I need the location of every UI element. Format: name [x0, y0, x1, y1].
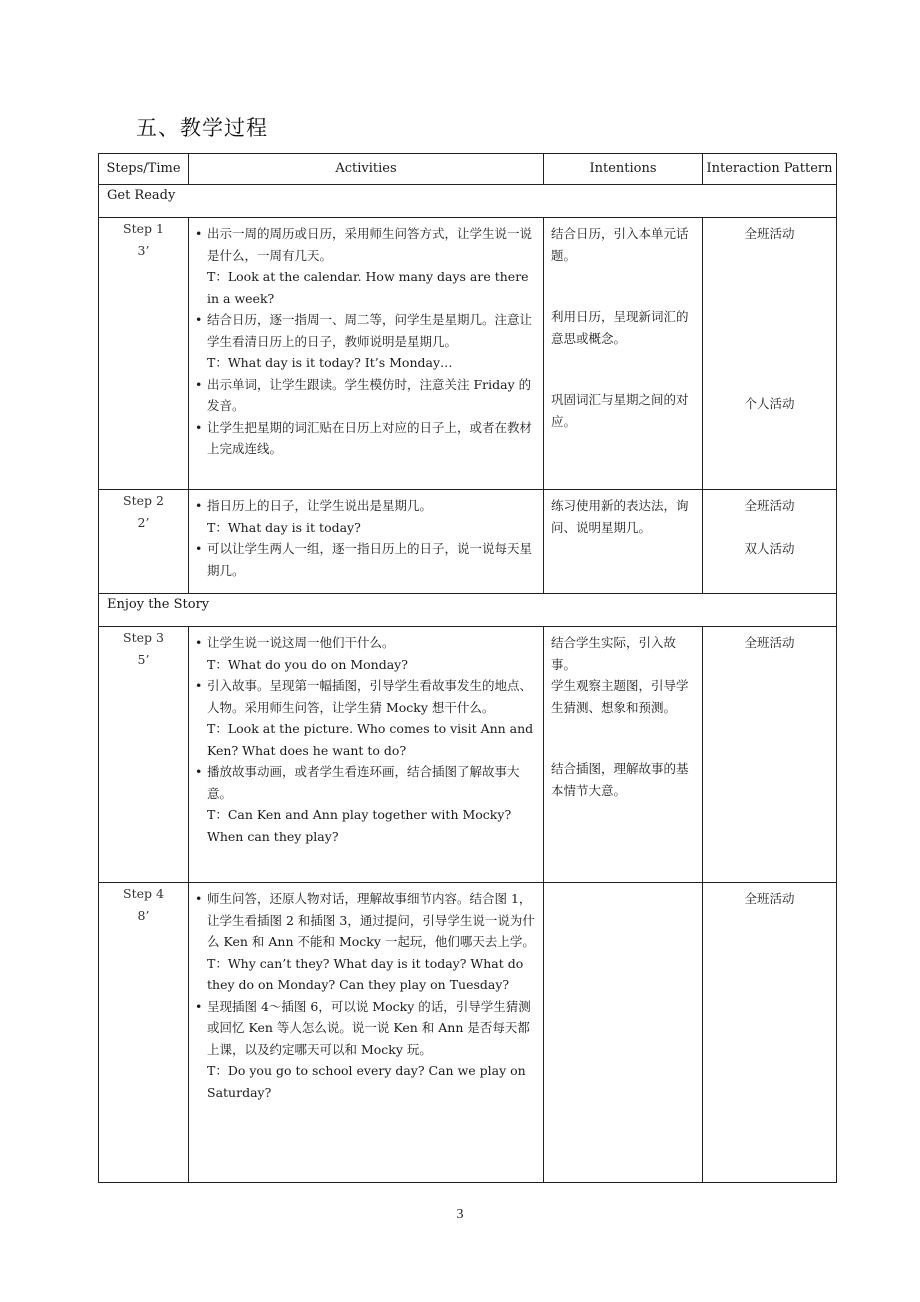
activity-item: • 播放故事动画，或者学生看连环画，结合插图了解故事大意。 — [195, 761, 539, 804]
table-header-row — [99, 154, 837, 185]
interaction-cell — [703, 627, 837, 883]
pattern-item: 全班活动 — [744, 498, 795, 513]
header-steps-time: Steps/Time — [99, 154, 189, 185]
spacer — [707, 517, 832, 538]
activities-cell — [189, 627, 544, 883]
table-row-step-4 — [99, 883, 837, 1183]
step-cell — [99, 627, 189, 883]
interaction-cell — [703, 883, 837, 1183]
step-label: Step 3 — [123, 630, 164, 645]
intention-item: 利用日历，呈现新词汇的意思或概念。 — [551, 309, 689, 346]
section-row-enjoy-the-story — [99, 594, 837, 627]
intentions-cell — [544, 490, 703, 594]
step-label: Step 4 — [123, 886, 164, 901]
step-time: 3’ — [137, 242, 150, 258]
activity-item: • 让学生把星期的词汇贴在日历上对应的日子上，或者在教材上完成连线。 — [195, 417, 539, 460]
pattern-item: 双人活动 — [744, 540, 795, 556]
activity-item: • 可以让学生两人一组，逐一指日历上的日子，说一说每天星期几。 — [195, 538, 539, 581]
activity-item: • 出示一周的周历或日历，采用师生问答方式，让学生说一说是什么，一周有几天。 — [195, 223, 539, 266]
interaction-cell — [703, 218, 837, 490]
intention-item: 练习使用新的表达法，询问、说明星期几。 — [551, 498, 689, 535]
intention-item: 结合日历，引入本单元话题。 — [551, 226, 689, 263]
activity-item: • 指日历上的日子，让学生说出是星期几。 — [195, 495, 539, 517]
step-label: Step 2 — [123, 493, 164, 508]
page-number: 3 — [456, 1207, 464, 1222]
step-cell — [99, 218, 189, 490]
teacher-line: T：Do you go to school every day? Can we play on Saturday? — [207, 1063, 526, 1100]
section-title-enjoy-the-story: Enjoy the Story — [99, 594, 837, 627]
spacer — [551, 718, 698, 758]
intention-item: 巩固词汇与星期之间的对应。 — [551, 392, 689, 429]
interaction-cell — [703, 490, 837, 594]
activities-cell — [189, 883, 544, 1183]
header-interaction-pattern: Interaction Pattern — [703, 154, 837, 185]
intention-item: 结合学生实际，引入故事。 — [551, 635, 677, 672]
step-time: 8’ — [137, 907, 150, 923]
pattern-item: 个人活动 — [744, 395, 795, 411]
table-row-step-3 — [99, 627, 837, 883]
teacher-line: T：What day is it today? — [207, 519, 361, 535]
pattern-item: 全班活动 — [744, 635, 795, 650]
step-cell — [99, 883, 189, 1183]
teacher-line: T：Why can’t they? What day is it today? What do they do on Monday? Can they play on Tuesday? — [207, 955, 524, 992]
table-row-step-2 — [99, 490, 837, 594]
teacher-line: T：Look at the picture. Who comes to visit Ann and Ken? What does he want to do? — [207, 721, 534, 758]
step-cell — [99, 490, 189, 594]
section-title: 五、教学过程 — [136, 116, 268, 140]
section-title-get-ready: Get Ready — [99, 185, 837, 218]
step-label: Step 1 — [123, 221, 164, 236]
spacer — [551, 349, 698, 389]
spacer — [707, 245, 832, 393]
intentions-cell — [544, 627, 703, 883]
activities-cell — [189, 218, 544, 490]
activities-cell — [189, 490, 544, 594]
teacher-line: T：Can Ken and Ann play together with Mocky? When can they play? — [207, 807, 512, 844]
pattern-item: 全班活动 — [744, 891, 795, 906]
activity-item: • 让学生说一说这周一他们干什么。 — [195, 632, 539, 654]
intention-item: 结合插图，理解故事的基本情节大意。 — [551, 761, 689, 798]
header-intentions: Intentions — [544, 154, 703, 185]
pattern-item: 全班活动 — [744, 226, 795, 241]
activity-item: • 呈现插图 4～插图 6，可以说 Mocky 的话，引导学生猜测或回忆 Ken 等人怎么说。说一说 Ken 和 Ann 是否每天都上课，以及约定哪天可以和 Mocky 玩。 — [195, 996, 539, 1061]
spacer — [551, 266, 698, 306]
teaching-process-table — [98, 153, 837, 1183]
activity-item: • 引入故事。呈现第一幅插图，引导学生看故事发生的地点、人物。采用师生问答，让学生猜 Mocky 想干什么。 — [195, 675, 539, 718]
section-row-get-ready — [99, 185, 837, 218]
step-time: 2’ — [137, 514, 150, 530]
teacher-line: T：What do you do on Monday? — [207, 656, 408, 672]
activity-item: • 师生问答，还原人物对话，理解故事细节内容。结合图 1，让学生看插图 2 和插图 3，通过提问，引导学生说一说为什么 Ken 和 Ann 不能和 Mocky 一起玩，他们哪天去上学。 — [195, 888, 539, 953]
header-activities: Activities — [189, 154, 544, 185]
intentions-cell — [544, 218, 703, 490]
intention-item: 学生观察主题图，引导学生猜测、想象和预测。 — [551, 678, 689, 715]
teacher-line: T：Look at the calendar. How many days are there in a week? — [207, 269, 529, 306]
step-time: 5’ — [137, 651, 150, 667]
activity-item: • 出示单词，让学生跟读。学生模仿时，注意关注 Friday 的发音。 — [195, 374, 539, 417]
intentions-cell — [544, 883, 703, 1183]
teacher-line: T：What day is it today? It’s Monday… — [207, 355, 453, 370]
table-row-step-1 — [99, 218, 837, 490]
activity-item: • 结合日历，逐一指周一、周二等，问学生是星期几。注意让学生看清日历上的日子，教师说明是星期几。 — [195, 309, 539, 352]
